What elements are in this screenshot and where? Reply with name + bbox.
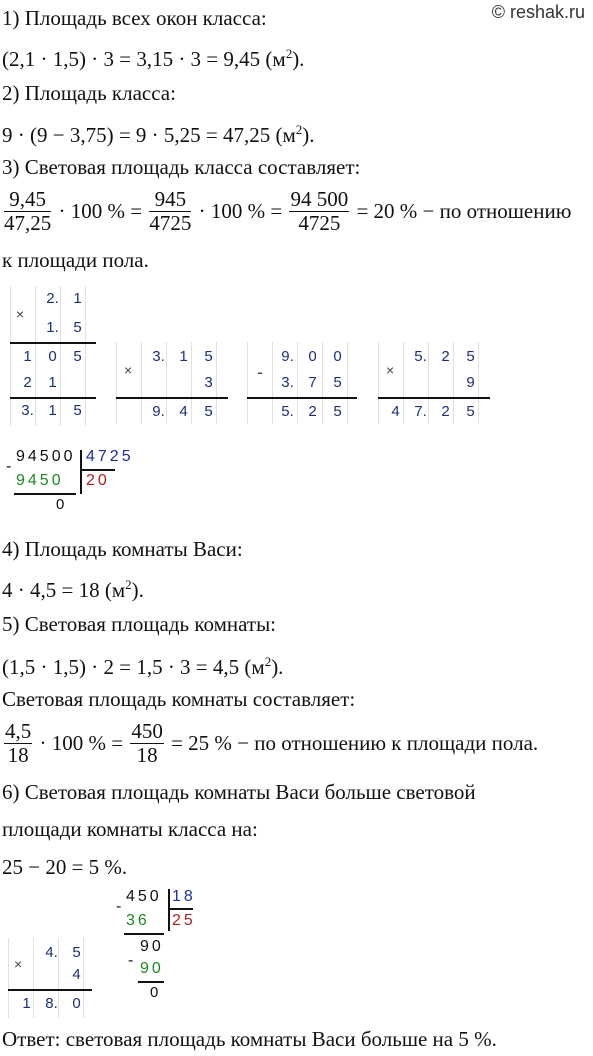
step3-heading: 3) Световая площадь класса составляет: [2, 155, 361, 179]
step5b-heading: Световая площадь комнаты составляет: [2, 687, 356, 711]
multiply-sign: × [16, 306, 25, 322]
step2-calc: 9 · (9 − 3,75) = 9 · 5,25 = 47,25 $(м^2)$. [2, 122, 315, 147]
grid-line [272, 342, 273, 424]
step3-continuation: к площади пола. [2, 248, 149, 272]
multiply-sign: × [386, 362, 395, 378]
column-multiplication-4: × 4. 5 4 1 8. 0 [8, 938, 92, 1018]
watermark: © reshak.ru [491, 2, 585, 22]
column-multiplication-2: × 3. 1 5 3 9. 4 5 [116, 342, 228, 424]
column-multiplication-3: × 5. 2 5 9 4 7. 2 5 [378, 342, 490, 424]
minus-sign: - [257, 362, 263, 382]
step5-heading: 5) Световая площадь комнаты: [2, 612, 277, 636]
step1-heading: 1) Площадь всех окон класса: [2, 6, 267, 30]
step3-fractions: $\frac{9,45}{47,25}$ · 100 % = $\frac{945}{4725}$ · 100 % = $\frac{94 500}{4725}$ = 20 % − по отношению [4, 187, 572, 235]
column-multiplication-1: × 2. 1 1. 5 1 0 5 2 1 3. 1 5 [10, 286, 96, 426]
fraction: $\frac{450}{18}$ [131, 719, 163, 767]
grid-line [10, 286, 11, 426]
step5-calc: (1,5 · 1,5) · 2 = 1,5 · 3 = 4,5 $(м^2)$. [2, 654, 284, 679]
fraction: $\frac{945}{4725}$ [149, 187, 192, 235]
grid-line [247, 342, 248, 424]
step4-calc: 4 · 4,5 = 18 $(м^2)$. [2, 577, 144, 602]
step6-calc: 25 − 20 = 5 %. [2, 855, 128, 879]
grid-line [141, 342, 142, 424]
long-division-1: - 94500 4725 9450 20 0 [6, 448, 134, 513]
step5b-fractions: $\frac{4,5}{18}$ · 100 % = $\frac{450}{18}$ = 25 % − по отношению к площади пола. [5, 719, 539, 767]
answer: Ответ: световая площадь комнаты Васи больше на 5 %. [2, 1027, 497, 1051]
fraction: $\frac{94 500}{4725}$ [290, 187, 349, 235]
long-division-2: - 450 18 36 25 - 90 90 0 [116, 888, 196, 1001]
step6-line1: 6) Световая площадь комнаты Васи больше световой [2, 780, 476, 804]
multiply-sign: × [14, 956, 23, 972]
multiply-sign: × [124, 362, 133, 378]
fraction: $\frac{4,5}{18}$ [5, 719, 32, 767]
grid-line [378, 342, 379, 424]
step6-line2: площади комнаты класса на: [2, 817, 258, 841]
step2-heading: 2) Площадь класса: [2, 81, 176, 105]
fraction: $\frac{9,45}{47,25}$ [4, 187, 52, 235]
column-subtraction: - 9. 0 0 3. 7 5 5. 2 5 [247, 342, 357, 424]
step1-calc: (2,1 · 1,5) · 3 = 3,15 · 3 = 9,45 $(м^2)$. [2, 46, 305, 71]
grid-line [116, 342, 117, 424]
grid-line [8, 938, 9, 1018]
step4-heading: 4) Площадь комнаты Васи: [2, 537, 243, 561]
